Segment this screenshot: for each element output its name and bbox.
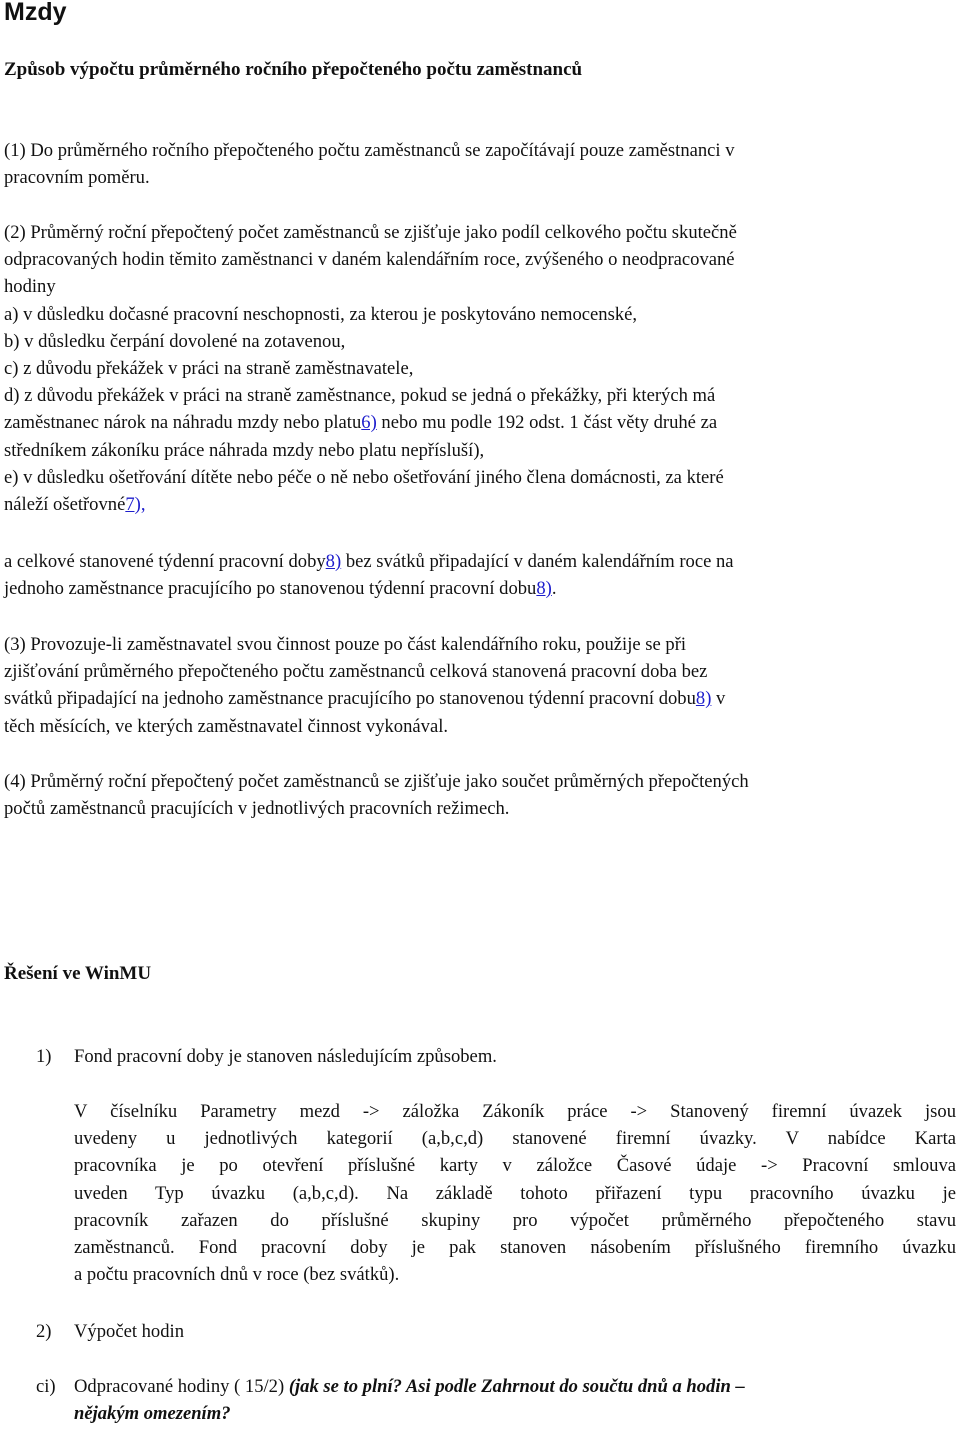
text-line: (2) Průměrný roční přepočtený počet zaměstnanců se zjišťuje jako podíl celkového počtu skutečně [4, 222, 737, 243]
text-line [4, 685, 956, 712]
text-line: pracovník zařazen do příslušné skupiny pro výpočet průměrného přepočteného stavu [74, 1209, 956, 1231]
text-line: zjišťování průměrného přepočteného počtu zaměstnanců celková stanovená pracovní doba bez [4, 661, 708, 683]
text-line [4, 409, 956, 436]
section-heading-winmu: Řešení ve WinMU [4, 963, 152, 984]
text-line: (4) Průměrný roční přepočtený počet zaměstnanců se zjišťuje jako součet průměrných přepočtených [4, 771, 749, 792]
item-1-body [74, 1098, 956, 1288]
list-item-a: a) v důsledku dočasné pracovní neschopnosti, za kterou je poskytováno nemocenské, [4, 303, 638, 325]
text-line: pracovním poměru. [4, 167, 150, 189]
text-fragment: v [711, 688, 726, 710]
paragraph-2 [4, 219, 956, 518]
footnote-link-7[interactable]: 7), [125, 494, 146, 516]
numbered-item-1 [36, 1043, 497, 1070]
paragraph-2-continued [4, 548, 956, 602]
item-text: Odpracované hodiny ( 15/2) [74, 1376, 289, 1397]
list-item-e: e) v důsledku ošetřování dítěte nebo péče o ně nebo ošetřování jiného člena domácnosti, za které [4, 466, 724, 488]
text-line: uveden Typ úvazku (a,b,c,d). Na základě tohoto přiřazení typu pracovního úvazku je [74, 1182, 956, 1204]
text-line: středníkem zákoníku práce náhrada mzdy nebo platu nepřísluší), [4, 439, 485, 461]
footnote-link-8[interactable]: 8) [536, 578, 552, 600]
item-number: ci) [36, 1376, 56, 1397]
text-line: (3) Provozuje-li zaměstnavatel svou činnost pouze po část kalendářního roku, použije se při [4, 634, 687, 655]
paragraph-1 [4, 137, 956, 191]
text-fragment: nebo mu podle 192 odst. 1 část věty druhé za [376, 412, 718, 434]
text-line [4, 548, 956, 575]
item-question-continued: nějakým omezením? [74, 1403, 231, 1425]
text-fragment: . [551, 578, 557, 600]
text-line: (1) Do průměrného ročního přepočteného počtu zaměstnanců se započítávají pouze zaměstnanci v [4, 140, 735, 161]
text-fragment: bez svátků připadající v daném kalendářním roce na [341, 551, 734, 572]
text-line: uvedeny u jednotlivých kategorií (a,b,c,d) stanovené firemní úvazky. V nabídce Karta [74, 1128, 956, 1150]
text-fragment: jednoho zaměstnance pracujícího po stanovenou týdenní pracovní dobu [4, 578, 537, 600]
text-line: počtů zaměstnanců pracujících v jednotlivých pracovních režimech. [4, 798, 510, 820]
text-fragment: náleží ošetřovné [4, 494, 126, 516]
section-heading: Způsob výpočtu průměrného ročního přepočteného počtu zaměstnanců [4, 59, 583, 80]
page-title: Mzdy [4, 0, 67, 26]
paragraph-3 [4, 631, 956, 740]
numbered-item-ci [36, 1373, 956, 1427]
text-line: zaměstnanců. Fond pracovní doby je pak stanoven násobením příslušného firemního úvazku [74, 1237, 956, 1259]
text-line: těch měsících, ve kterých zaměstnavatel činnost vykonával. [4, 715, 449, 737]
text-line [4, 491, 956, 518]
item-number: 2) [36, 1321, 52, 1342]
item-question: (jak se to plní? Asi podle Zahrnout do součtu dnů a hodin – [288, 1376, 745, 1397]
numbered-item-2 [36, 1318, 184, 1345]
paragraph-4 [4, 768, 956, 822]
text-line: pracovníka je po otevření příslušné karty v záložce Časové údaje -> Pracovní smlouva [74, 1155, 956, 1177]
text-fragment: a celkové stanovené týdenní pracovní doby [4, 551, 326, 572]
text-fragment: svátků připadající na jednoho zaměstnance pracujícího po stanovenou týdenní pracovní dobu [4, 688, 696, 710]
text-line: odpracovaných hodin těmito zaměstnanci v daném kalendářním roce, zvýšeného o neodpracované [4, 249, 735, 271]
text-line [4, 575, 956, 602]
text-line: a počtu pracovních dnů v roce (bez svátků). [74, 1264, 400, 1286]
list-item-c: c) z důvodu překážek v práci na straně zaměstnavatele, [4, 358, 414, 380]
footnote-link-8[interactable]: 8) [325, 551, 342, 572]
list-item-d: d) z důvodu překážek v práci na straně zaměstnance, pokud se jedná o překážky, při kterých má [4, 385, 716, 407]
footnote-link-6[interactable]: 6) [361, 412, 377, 434]
text-line: V číselníku Parametry mezd -> záložka Zákoník práce -> Stanovený firemní úvazek jsou [74, 1101, 956, 1122]
item-number: 1) [36, 1046, 52, 1067]
item-text: Fond pracovní doby je stanoven následujícím způsobem. [74, 1046, 497, 1067]
text-fragment: zaměstnanec nárok na náhradu mzdy nebo platu [4, 412, 362, 434]
footnote-link-8[interactable]: 8) [695, 688, 712, 710]
list-item-b: b) v důsledku čerpání dovolené na zotavenou, [4, 330, 346, 352]
item-text: Výpočet hodin [74, 1321, 184, 1342]
text-line: hodiny [4, 276, 56, 298]
